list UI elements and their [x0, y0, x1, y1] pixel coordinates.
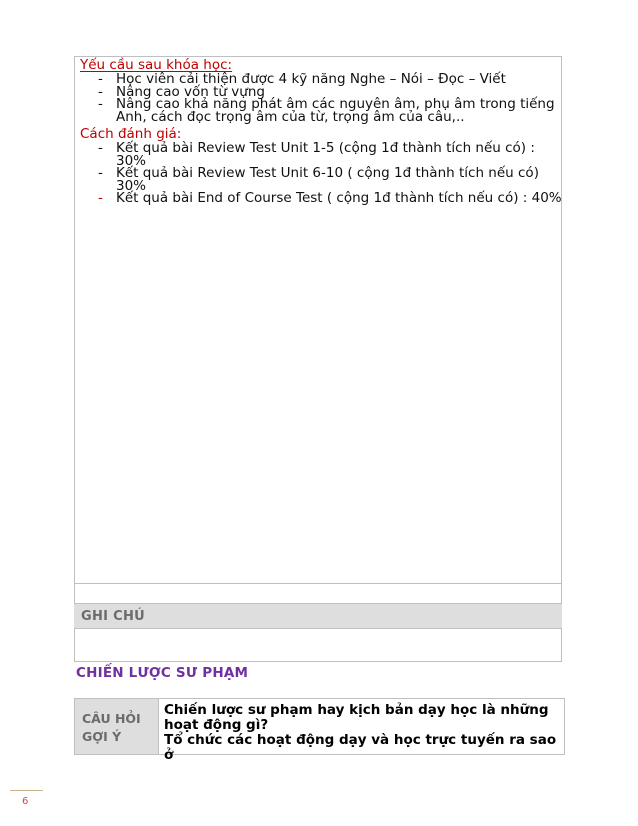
list-item: - Học viên cải thiện được 4 kỹ năng Nghe – Nói – Đọc – Viết	[98, 71, 506, 87]
list-item: - Kết quả bài Review Test Unit 6-10 ( cộng 1đ thành tích nếu có) 30%	[98, 165, 539, 194]
question-text	[159, 699, 564, 763]
question-line: Tổ chức các hoạt động dạy và học trực tuyến ra sao ở	[164, 732, 557, 763]
list-item: - Nâng cao vốn từ vựng	[98, 83, 265, 100]
notes-label: GHI CHÚ	[81, 609, 145, 624]
course-requirements	[74, 58, 562, 205]
footer-divider	[10, 790, 43, 791]
list-item: - Kết quả bài End of Course Test ( cộng 1đ thành tích nếu có) : 40%	[98, 190, 562, 206]
assessment-list	[74, 142, 562, 205]
list-item: - Nâng cao khả năng phát âm các nguyên âm, phụ âm trong tiếng Anh, cách đọc trọng âm của từ, trọng âm của câu,..	[98, 96, 555, 125]
requirements-heading: Yếu cầu sau khóa học:	[80, 57, 233, 73]
page-number: 6	[22, 796, 29, 807]
notes-row	[74, 603, 562, 629]
question-line: Chiến lược sư phạm hay kịch bản dạy học là những hoạt động gì?	[164, 702, 549, 733]
assessment-heading: Cách đánh giá:	[80, 126, 182, 142]
requirements-list	[74, 73, 562, 123]
question-label: CÂU HỎI GỢI Ý	[75, 699, 159, 754]
list-item: - Kết quả bài Review Test Unit 1-5 (cộng 1đ thành tích nếu có) : 30%	[98, 140, 535, 169]
question-table	[74, 698, 565, 763]
section-title: CHIẾN LƯỢC SƯ PHẠM	[76, 665, 249, 681]
divider	[74, 583, 562, 584]
